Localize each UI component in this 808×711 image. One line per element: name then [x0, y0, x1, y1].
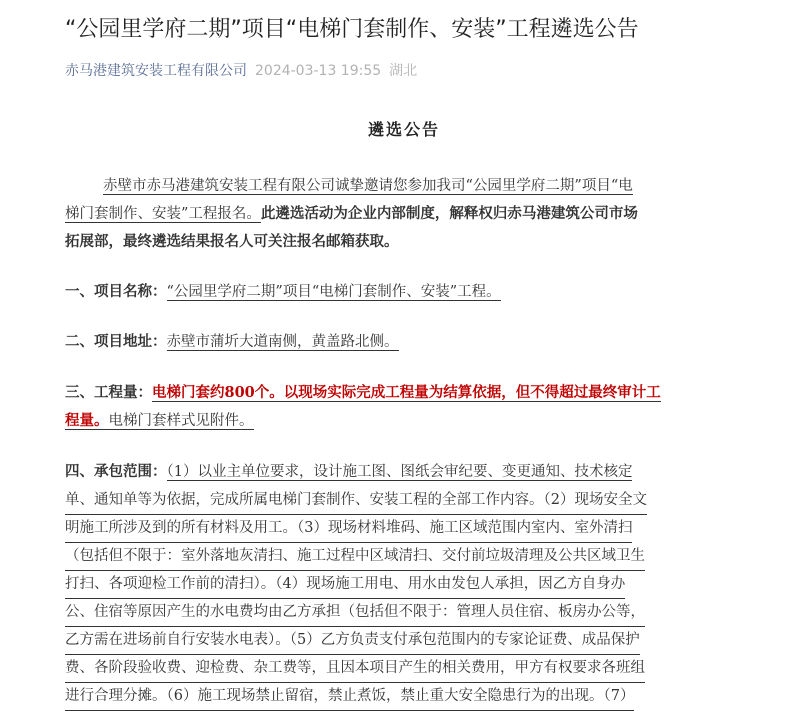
scope-line: 明施工所涉及到的所有材料及用工。（3）现场材料堆码、施工区域范围内室内、室外清扫 — [65, 514, 632, 543]
scope-line: 费、各阶段验收费、迎检费、杂工费等，且因本项目产生的相关费用，甲方有权要求各班组 — [65, 654, 645, 683]
section-text: “公园里学府二期”项目“电梯门套制作、安装”工程。 — [166, 284, 501, 300]
article-title: “公园里学府二期”项目“电梯门套制作、安装”工程遴选公告 — [65, 17, 639, 42]
section-project-name — [65, 278, 501, 306]
section-project-address — [65, 328, 399, 356]
scope-line: 打扫、各项迎检工作前的清扫）。（4）现场施工用电、用水由发包人承担，因乙方自身办 — [65, 570, 625, 599]
section-scope: 四、承包范围：（1）以业主单位要求，设计施工图、图纸会审纪要、变更通知、技术核定 — [65, 463, 633, 480]
scope-line: 单、通知单等为依据，完成所属电梯门套制作、安装工程的全部工作内容。（2）现场安全文 — [65, 486, 647, 515]
section-label: 三、工程量： — [65, 384, 152, 401]
intro-line: 拓展部，最终遴选结果报名人可关注报名邮箱获取。 — [65, 233, 399, 250]
section-text: 赤壁市蒲圻大道南侧，黄盖路北侧。 — [166, 334, 399, 350]
scope-line: 乙方需在进场前自行安装水电表）。（5）乙方负责支付承包范围内的专家论证费、成品保护 — [65, 626, 640, 655]
section-quantity — [65, 379, 661, 407]
section-label: 二、项目地址： — [65, 333, 167, 350]
publish-time: 2024-03-13 19:55 — [255, 63, 382, 79]
scope-line: （包括但不限于：室外落地灰清扫、施工过程中区域清扫、交付前垃圾清理及公共区域卫生 — [65, 542, 645, 571]
account-name-link[interactable]: 赤马港建筑安装工程有限公司 — [65, 63, 247, 79]
scope-line: 公、住宿等原因产生的水电费均由乙方承担（包括但不限于：管理人员住宿、板房办公等， — [65, 598, 645, 627]
publish-location: 湖北 — [389, 63, 418, 79]
section-label: 一、项目名称： — [65, 283, 167, 300]
section-quantity-cont: 程量。电梯门套样式见附件。 — [65, 412, 254, 429]
intro-line: 赤壁市赤马港建筑安装工程有限公司诚挚邀请您参加我司“公园里学府二期”项目“电 — [103, 178, 633, 194]
article-meta — [65, 60, 417, 82]
section-label: 四、承包范围： — [65, 463, 167, 480]
document-heading: 遴选公告 — [367, 120, 440, 139]
intro-line: 梯门套制作、安装”工程报名。此遴选活动为企业内部制度，解释权归赤马港建筑公司市场 — [65, 205, 638, 222]
quantity-highlight: 电梯门套约800个。以现场实际完成工程量为结算依据，但不得超过最终审计工 — [152, 384, 661, 401]
scope-line: 进行合理分摊。（6）施工现场禁止留宿，禁止煮饭，禁止重大安全隐患行为的出现。（7） — [65, 682, 634, 711]
